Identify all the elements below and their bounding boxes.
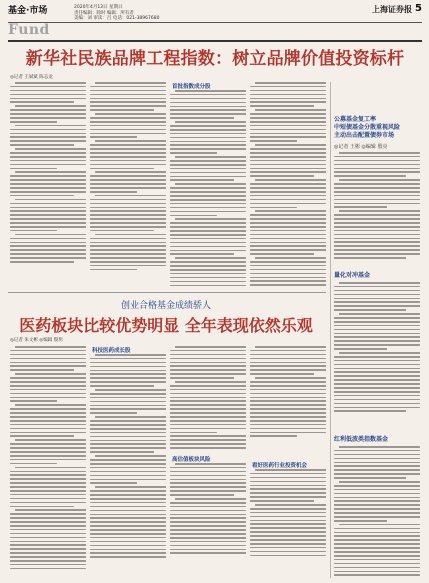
masthead-rule: [8, 22, 422, 23]
article2-subhead-3: 看好医药行业投资机会: [252, 463, 308, 469]
article1-headline: 新华社民族品牌工程指数：树立品牌价值投资标杆: [25, 49, 405, 69]
article1-byline: ◎记者 王斌斌 陈志龙: [10, 75, 53, 80]
sidebar-item1-title-line3: 主动出击配置债券市场: [334, 132, 395, 139]
article2-headline: 医药板块比较优势明显 全年表现依然乐观: [19, 316, 313, 335]
sidebar-item1-title-line1: 公募基金复工率: [334, 116, 377, 123]
article1-subhead-1: 首批指数成分股: [172, 84, 211, 90]
masthead: [8, 3, 422, 23]
article1-column-4: [250, 82, 326, 288]
column-tag: Fund: [8, 22, 50, 38]
article-separator: [8, 292, 326, 293]
article1-column-1: [10, 82, 86, 288]
article1-column-3: [170, 90, 246, 288]
article2-column-2: [90, 354, 166, 578]
sidebar-item1-title-line2: 中短债基金分散重视风险: [334, 124, 401, 131]
sidebar-item3-text: [334, 446, 420, 578]
article1-column-2: [90, 82, 166, 288]
meta-contact: 美编：刘 审读：吕 电话：021-38967680: [74, 16, 160, 21]
article2-subhead-1: 科技医药成长股: [92, 348, 131, 354]
section-title: 基金·市场: [8, 6, 48, 16]
sidebar-divider: [330, 82, 331, 578]
sidebar-item2-title: 量化对冲基金: [334, 272, 371, 279]
meta-date: 2020年4月13日 星期日: [74, 5, 123, 10]
article2-kicker: 创业合格基金成绩骄人: [120, 301, 211, 311]
header-rule: [8, 40, 422, 42]
article2-byline: ◎记者 朱文彬 ◎编辑 殷玥: [10, 338, 63, 343]
article2-column-3b: [170, 463, 246, 578]
sidebar-item3-title: 红利低波类指数基金: [334, 436, 389, 443]
paper-name: 上海证券报: [372, 4, 412, 14]
article2-column-4b: [250, 469, 326, 578]
article2-column-3a: [170, 346, 246, 454]
article2-subhead-2: 高估值板块风险: [172, 457, 211, 463]
sidebar-item1-byline: ◎记者 王彬 ◎编辑 殷亮: [334, 144, 388, 150]
article2-column-4a: [250, 346, 326, 460]
sidebar-item2-text: [334, 282, 420, 432]
page-number: 5: [415, 3, 422, 14]
sidebar-item1-text: [334, 152, 420, 270]
article2-column-1: [10, 346, 86, 578]
meta-editors: 责任编辑：除时 编辑：所有者: [74, 10, 134, 16]
masthead-meta: [74, 5, 159, 22]
